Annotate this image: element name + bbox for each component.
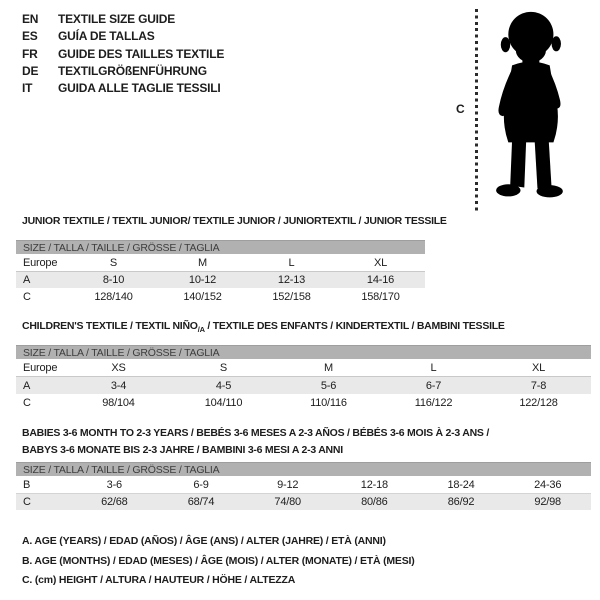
table-row: [16, 254, 425, 272]
table-row: [16, 377, 591, 394]
row-label: A: [23, 274, 31, 286]
table-row: [16, 494, 591, 510]
height-cell: 86/92: [447, 496, 475, 508]
language-code: FR: [22, 46, 38, 61]
language-row: [22, 63, 224, 80]
age-cell: 12-18: [360, 478, 388, 491]
footnote-c: C. (cm) HEIGHT / ALTURA / HAUTEUR / HÖHE / ALTEZZA: [22, 574, 296, 587]
height-cell: 74/80: [274, 496, 301, 508]
height-cell: 80/86: [361, 496, 388, 508]
row-label: A: [23, 379, 31, 392]
age-cell: 8-10: [102, 274, 125, 286]
language-code: EN: [22, 12, 39, 26]
title-line2: BABYS 3-6 MONATE BIS 2-3 JAHRE / BAMBINI 3-6 MESI A 2-3 ANNI: [22, 444, 343, 456]
size-cell: XS: [111, 361, 126, 374]
height-cell: 158/170: [361, 290, 400, 303]
age-cell: 24-36: [534, 478, 562, 491]
height-cell: 128/140: [94, 290, 133, 303]
table-row: [16, 476, 591, 494]
size-cell: L: [288, 256, 295, 269]
language-row: [22, 28, 224, 45]
language-code: IT: [22, 81, 33, 96]
age-cell: 9-12: [277, 478, 299, 491]
age-cell: 3-6: [106, 478, 122, 491]
footnote-legend: [22, 532, 415, 591]
language-text: GUIDE DES TAILLES TEXTILE: [58, 46, 225, 61]
row-label: Europe: [23, 361, 58, 374]
height-cell: 68/74: [187, 496, 215, 508]
language-text: GUÍA DE TALLAS: [58, 29, 155, 44]
size-cell: S: [109, 256, 118, 269]
table-row: [16, 359, 591, 377]
language-text: GUIDA ALLE TAGLIE TESSILI: [58, 81, 221, 96]
row-label: Europe: [23, 256, 58, 269]
row-label: C: [23, 290, 31, 303]
age-cell: 18-24: [447, 478, 475, 491]
age-cell: 7-8: [530, 379, 547, 392]
footnote-b: B. AGE (MONTHS) / EDAD (MESES) / ÂGE (MOIS) / ALTER (MONATE) / ETÀ (MESI): [22, 554, 415, 567]
baby-silhouette-icon: [482, 9, 576, 211]
height-measure-label: C: [456, 102, 465, 116]
row-label: C: [23, 396, 31, 409]
children-section-title: [22, 320, 505, 332]
size-cell: M: [198, 256, 207, 269]
language-text: TEXTILGRÖßENFÜHRUNG: [58, 63, 207, 78]
age-cell: 3-4: [110, 379, 127, 392]
junior-size-table: [16, 240, 425, 305]
age-cell: 12-13: [277, 274, 306, 286]
language-row: [22, 80, 224, 97]
height-cell: 116/122: [414, 396, 453, 409]
title-line1: BABIES 3-6 MONTH TO 2-3 YEARS / BEBÉS 3-6 MESES A 2-3 AÑOS / BÉBÉS 3-6 MOIS À 2-3 ANS /: [22, 427, 490, 439]
age-cell: 4-5: [215, 379, 232, 392]
language-code: DE: [22, 63, 39, 78]
size-cell: S: [219, 361, 228, 374]
row-label: C: [23, 496, 31, 508]
height-cell: 98/104: [102, 396, 135, 409]
height-cell: 104/110: [204, 396, 243, 409]
language-row: [22, 11, 224, 28]
language-list: [22, 11, 224, 97]
title-text: CHILDREN'S TEXTILE / TEXTIL NIÑO: [22, 320, 198, 332]
table-row: [16, 394, 591, 411]
age-cell: 5-6: [320, 379, 337, 392]
babies-size-table: [16, 462, 591, 510]
language-row: [22, 46, 224, 63]
size-cell: L: [430, 361, 437, 374]
language-text: TEXTILE SIZE GUIDE: [58, 12, 176, 26]
height-cell: 62/68: [101, 496, 128, 508]
title-text: / TEXTILE DES ENFANTS / KINDERTEXTIL / BAMBINI TESSILE: [204, 320, 505, 332]
size-cell: M: [324, 361, 333, 374]
title-subscript: /A: [197, 324, 205, 334]
size-cell: XL: [531, 361, 546, 374]
babies-section-title: [22, 425, 489, 459]
children-size-table: [16, 345, 591, 411]
height-cell: 110/116: [310, 396, 347, 409]
height-cell: 92/98: [534, 496, 561, 508]
height-figure: [450, 5, 598, 217]
table-header: SIZE / TALLA / TAILLE / GRÖSSE / TAGLIA: [16, 240, 425, 254]
table-header: SIZE / TALLA / TAILLE / GRÖSSE / TAGLIA: [16, 345, 591, 359]
footnote-a: A. AGE (YEARS) / EDAD (AÑOS) / ÂGE (ANS) / ALTER (JAHRE) / ETÀ (ANNI): [22, 535, 386, 547]
height-cell: 140/152: [183, 290, 222, 303]
row-label: B: [23, 478, 31, 491]
age-cell: 14-16: [366, 274, 395, 286]
age-cell: 6-7: [425, 379, 442, 392]
height-cell: 152/158: [272, 290, 311, 303]
height-dotted-line: [475, 9, 478, 214]
age-cell: 6-9: [193, 478, 209, 491]
age-cell: 10-12: [188, 274, 217, 286]
height-cell: 122/128: [519, 396, 558, 409]
language-code: ES: [22, 29, 38, 44]
table-row: [16, 272, 425, 288]
junior-section-title: JUNIOR TEXTILE / TEXTIL JUNIOR/ TEXTILE JUNIOR / JUNIORTEXTIL / JUNIOR TESSILE: [22, 215, 447, 227]
size-cell: XL: [373, 256, 388, 269]
table-row: [16, 288, 425, 305]
table-header: SIZE / TALLA / TAILLE / GRÖSSE / TAGLIA: [16, 462, 591, 476]
